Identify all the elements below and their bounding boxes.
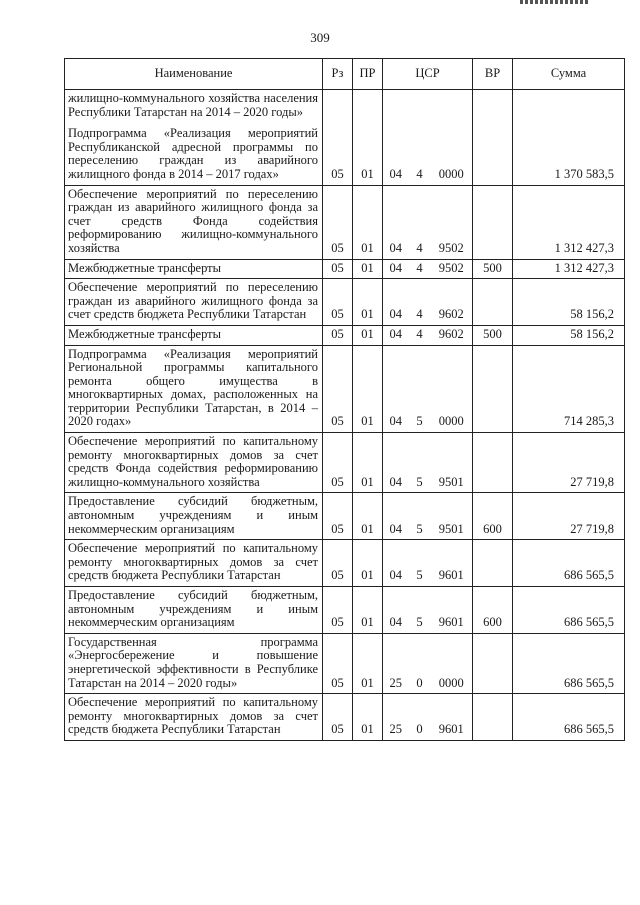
row-vr [473, 540, 513, 587]
row-csr-program: 25 [383, 694, 409, 741]
row-rz: 05 [323, 540, 353, 587]
table-row [65, 325, 625, 345]
header-rz: Рз [323, 59, 353, 90]
row-csr-item: 0000 [431, 122, 473, 185]
row-csr-subprogram: 5 [409, 433, 431, 493]
row-csr-subprogram: 4 [409, 185, 431, 259]
row-rz [323, 90, 353, 123]
row-csr-subprogram: 4 [409, 259, 431, 279]
row-vr: 500 [473, 325, 513, 345]
row-rz: 05 [323, 259, 353, 279]
row-csr-subprogram: 5 [409, 493, 431, 540]
header-csr: ЦСР [383, 59, 473, 90]
table-row [65, 433, 625, 493]
row-csr-program: 04 [383, 279, 409, 326]
row-sum: 714 285,3 [513, 345, 625, 433]
row-vr [473, 433, 513, 493]
table-row [65, 259, 625, 279]
row-name: Обеспечение мероприятий по переселению граждан из аварийного жилищного фонда за счет средств бюджета Республики Татарстан [65, 279, 323, 326]
table-row [65, 633, 625, 693]
row-pr: 01 [353, 633, 383, 693]
row-name: Межбюджетные трансферты [65, 259, 323, 279]
row-pr [353, 90, 383, 123]
row-name: Обеспечение мероприятий по капитальному ремонту многоквартирных домов за счет средств Фонда содействия реформированию жилищно-коммунального хозяйства [65, 433, 323, 493]
row-pr: 01 [353, 493, 383, 540]
row-csr-subprogram: 5 [409, 540, 431, 587]
row-pr: 01 [353, 122, 383, 185]
row-csr-program: 04 [383, 587, 409, 634]
table-body [65, 90, 625, 741]
row-csr-program: 04 [383, 493, 409, 540]
row-vr: 600 [473, 493, 513, 540]
row-sum: 686 565,5 [513, 694, 625, 741]
row-name: Предоставление субсидий бюджетным, автономным учреждениям и иным некоммерческим организациям [65, 587, 323, 634]
table-row [65, 90, 625, 123]
row-csr-program: 04 [383, 122, 409, 185]
row-sum: 1 312 427,3 [513, 259, 625, 279]
row-name: Предоставление субсидий бюджетным, автономным учреждениям и иным некоммерческим организациям [65, 493, 323, 540]
row-csr-item: 9501 [431, 433, 473, 493]
row-sum: 58 156,2 [513, 325, 625, 345]
header-pr: ПР [353, 59, 383, 90]
row-csr-subprogram: 5 [409, 587, 431, 634]
row-csr-program: 04 [383, 433, 409, 493]
table-row [65, 493, 625, 540]
row-name: Подпрограмма «Реализация мероприятий Региональной программы капитального ремонта общего имущества в многоквартирных домах, расположенных на территории Республики Татарстан, в 2014 – 2020 годах» [65, 345, 323, 433]
row-csr-item: 9601 [431, 694, 473, 741]
row-pr: 01 [353, 279, 383, 326]
row-csr-item: 0000 [431, 345, 473, 433]
row-csr-item: 9602 [431, 325, 473, 345]
table-header-row [65, 59, 625, 90]
row-vr [473, 185, 513, 259]
row-name: Обеспечение мероприятий по капитальному ремонту многоквартирных домов за счет средств бюджета Республики Татарстан [65, 694, 323, 741]
row-csr-program: 04 [383, 185, 409, 259]
header-name: Наименование [65, 59, 323, 90]
row-rz: 05 [323, 493, 353, 540]
row-vr [473, 122, 513, 185]
row-name: Подпрограмма «Реализация мероприятий Республиканской адресной программы по переселению граждан из аварийного жилищного фонда в 2014 – 2017 годах» [65, 122, 323, 185]
page-number: 309 [310, 30, 330, 45]
row-name: Межбюджетные трансферты [65, 325, 323, 345]
row-rz: 05 [323, 325, 353, 345]
table-row [65, 540, 625, 587]
row-csr-subprogram: 4 [409, 325, 431, 345]
row-vr [473, 694, 513, 741]
row-sum: 686 565,5 [513, 540, 625, 587]
row-csr-item: 0000 [431, 633, 473, 693]
row-csr-subprogram: 0 [409, 694, 431, 741]
table-row [65, 279, 625, 326]
row-rz: 05 [323, 587, 353, 634]
row-csr-program: 25 [383, 633, 409, 693]
row-pr: 01 [353, 540, 383, 587]
row-name: Обеспечение мероприятий по переселению граждан из аварийного жилищного фонда за счет средств Фонда содействия реформированию жилищно-коммунального хозяйства [65, 185, 323, 259]
row-rz: 05 [323, 122, 353, 185]
row-name: жилищно-коммунального хозяйства населения Республики Татарстан на 2014 – 2020 годы» [65, 90, 323, 123]
table-row [65, 122, 625, 185]
row-name: Обеспечение мероприятий по капитальному ремонту многоквартирных домов за счет средств бюджета Республики Татарстан [65, 540, 323, 587]
row-name: Государственная программа «Энергосбережение и повышение энергетической эффективности в Республике Татарстан на 2014 – 2020 годы» [65, 633, 323, 693]
row-rz: 05 [323, 694, 353, 741]
row-rz: 05 [323, 279, 353, 326]
row-csr-program: 04 [383, 540, 409, 587]
row-sum: 686 565,5 [513, 633, 625, 693]
row-vr [473, 279, 513, 326]
row-pr: 01 [353, 587, 383, 634]
row-csr-program: 04 [383, 345, 409, 433]
scan-artifact-top [520, 0, 590, 4]
header-vr: ВР [473, 59, 513, 90]
row-csr-item: 9601 [431, 587, 473, 634]
row-pr: 01 [353, 325, 383, 345]
row-pr: 01 [353, 433, 383, 493]
row-csr-item [431, 90, 473, 123]
row-rz: 05 [323, 185, 353, 259]
row-pr: 01 [353, 185, 383, 259]
table-row [65, 694, 625, 741]
row-vr [473, 90, 513, 123]
row-csr-item: 9602 [431, 279, 473, 326]
row-csr-item: 9501 [431, 493, 473, 540]
row-vr [473, 345, 513, 433]
header-sum: Сумма [513, 59, 625, 90]
row-rz: 05 [323, 633, 353, 693]
table-row [65, 185, 625, 259]
row-csr-item: 9502 [431, 259, 473, 279]
budget-table [64, 58, 625, 741]
row-rz: 05 [323, 433, 353, 493]
row-vr: 600 [473, 587, 513, 634]
row-pr: 01 [353, 345, 383, 433]
row-rz: 05 [323, 345, 353, 433]
row-vr: 500 [473, 259, 513, 279]
table-row [65, 587, 625, 634]
table-row [65, 345, 625, 433]
row-sum: 1 370 583,5 [513, 122, 625, 185]
row-pr: 01 [353, 694, 383, 741]
row-sum: 686 565,5 [513, 587, 625, 634]
row-csr-item: 9601 [431, 540, 473, 587]
row-csr-subprogram: 4 [409, 122, 431, 185]
row-sum: 58 156,2 [513, 279, 625, 326]
row-vr [473, 633, 513, 693]
row-csr-program [383, 90, 409, 123]
row-sum [513, 90, 625, 123]
row-sum: 27 719,8 [513, 493, 625, 540]
row-csr-subprogram: 4 [409, 279, 431, 326]
row-sum: 27 719,8 [513, 433, 625, 493]
row-csr-program: 04 [383, 325, 409, 345]
row-csr-program: 04 [383, 259, 409, 279]
row-pr: 01 [353, 259, 383, 279]
row-csr-subprogram [409, 90, 431, 123]
row-csr-subprogram: 5 [409, 345, 431, 433]
row-csr-subprogram: 0 [409, 633, 431, 693]
row-sum: 1 312 427,3 [513, 185, 625, 259]
row-csr-item: 9502 [431, 185, 473, 259]
